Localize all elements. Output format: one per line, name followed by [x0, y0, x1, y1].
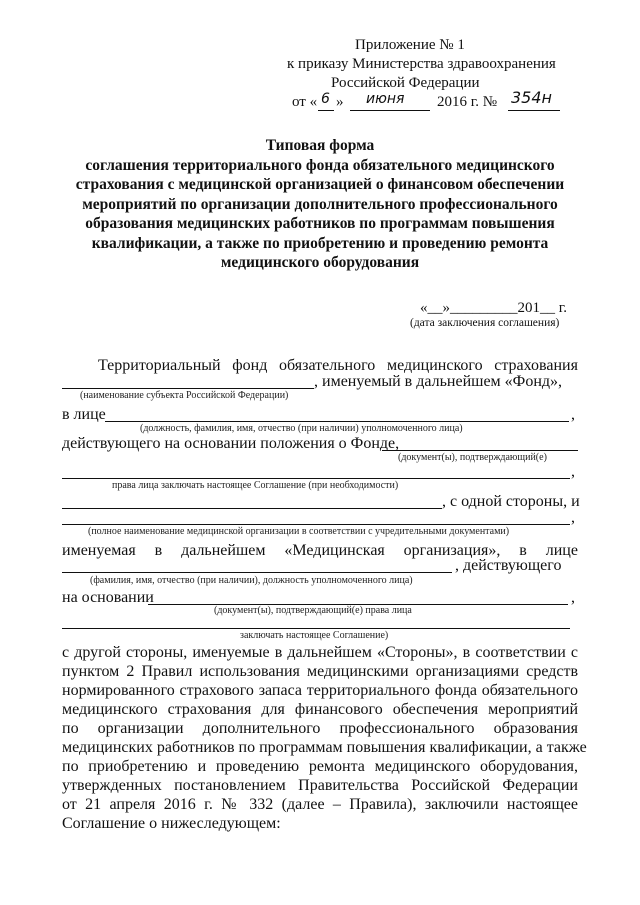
word: организация»,: [403, 542, 501, 559]
title-line: образования медицинских работников по программам повышения: [85, 215, 555, 232]
word: именуемая: [62, 542, 136, 559]
word: «Медицинская: [284, 542, 385, 559]
org-rights-field: [62, 628, 570, 629]
in-face-label: в лице: [62, 406, 106, 423]
word: обязательного: [279, 357, 376, 374]
fund-docs-field: [382, 450, 578, 451]
fund-signatory-field: [62, 508, 442, 509]
paragraph-line: по организации дополнительного профессионального образования: [62, 720, 578, 737]
fund-named-text: , именуемый в дальнейшем «Фонд»,: [314, 373, 563, 390]
position-caption: (должность, фамилия, имя, отчество (при наличии) уполномоченного лица): [140, 423, 463, 434]
rights-field: [62, 478, 570, 479]
rights-caption: права лица заключать настоящее Соглашение (при необходимости): [112, 480, 399, 491]
org-representative-field: [62, 572, 452, 573]
day-underline: [318, 110, 334, 111]
title-line: мероприятий по организации дополнительного профессионального: [82, 195, 558, 213]
organization-name-caption: (полное наименование медицинской организации в соответствии с учредительными документами): [88, 526, 510, 537]
org-docs-caption: (документ(ы), подтверждающий(е) права лица: [214, 605, 412, 616]
paragraph-line: Соглашение о нижеследующем:: [62, 815, 281, 832]
subject-name-caption: (наименование субъекта Российской Федерации): [80, 390, 289, 401]
handwritten-day: 6: [321, 91, 330, 107]
document-title: [40, 136, 600, 273]
order-ministry-line: к приказу Министерства здравоохранения: [287, 56, 556, 72]
paragraph-line: с другой стороны, именуемые в дальнейшем «Стороны», в соответствии с: [62, 644, 578, 661]
comma: ,: [571, 509, 575, 526]
month-underline: [350, 110, 430, 111]
subject-name-field: [62, 388, 314, 389]
title-line: Типовая форма: [265, 137, 375, 154]
paragraph-line: по приобретению и проведению ремонта медицинского оборудования,: [62, 758, 578, 775]
agreement-date-caption: (дата заключения соглашения): [410, 317, 560, 329]
handwritten-number: 354н: [511, 88, 552, 107]
one-side-text: , с одной стороны, и: [442, 493, 580, 510]
date-mid: »: [336, 94, 344, 110]
appendix-label: Приложение № 1: [355, 37, 465, 53]
comma: ,: [571, 406, 575, 423]
paragraph-line: медицинского страхования для финансового обеспечения мероприятий: [62, 701, 578, 718]
acting-text: , действующего: [455, 557, 562, 574]
paragraph-line: утвержденных постановлением Правительства Российской Федерации: [62, 777, 578, 794]
conclude-caption: заключать настоящее Соглашение): [240, 630, 389, 641]
organization-name-field: [62, 524, 570, 525]
word: в: [519, 542, 527, 559]
fund-docs-caption: (документ(ы), подтверждающий(е): [398, 452, 547, 463]
number-underline: [508, 110, 560, 111]
word: Территориальный: [98, 357, 221, 374]
title-line: соглашения территориального фонда обязательного медицинского: [85, 156, 555, 174]
date-prefix: от «: [292, 94, 318, 110]
title-line: страхования с медицинской организацией о финансовом обеспечении: [75, 176, 565, 193]
position-field: [105, 421, 569, 422]
agreement-date-field: «__»_________201__ г.: [420, 300, 567, 316]
word: в: [154, 542, 163, 559]
order-federation-line: Российской Федерации: [331, 75, 480, 91]
title-line: квалификации, а также по приобретению и проведению ремонта: [91, 234, 549, 252]
handwritten-month: июня: [366, 91, 405, 107]
acting-basis-text: действующего на основании положения о Фонде,: [62, 435, 400, 452]
word: страхования: [494, 357, 578, 374]
word: лице: [545, 542, 578, 559]
word: фонд: [232, 357, 268, 374]
order-year: 2016 г. №: [437, 94, 498, 110]
paragraph-line: от 21 апреля 2016 г. № 332 (далее – Правила), заключили настоящее: [62, 796, 578, 813]
paragraph-line: пунктом 2 Правил использования медицинскими организациями средств: [62, 663, 578, 680]
comma: ,: [571, 463, 575, 480]
word: дальнейшем: [181, 542, 266, 559]
org-representative-caption: (фамилия, имя, отчество (при наличии), должность уполномоченного лица): [90, 575, 413, 586]
word: медицинского: [386, 357, 483, 374]
comma: ,: [571, 589, 575, 606]
title-line: медицинского оборудования: [220, 254, 420, 271]
on-basis-label: на основании: [62, 589, 154, 606]
paragraph-line: медицинских работников по программам повышения квалификации, а также: [62, 739, 587, 756]
paragraph-line: нормированного страхового запаса территориального фонда обязательного: [62, 682, 578, 699]
